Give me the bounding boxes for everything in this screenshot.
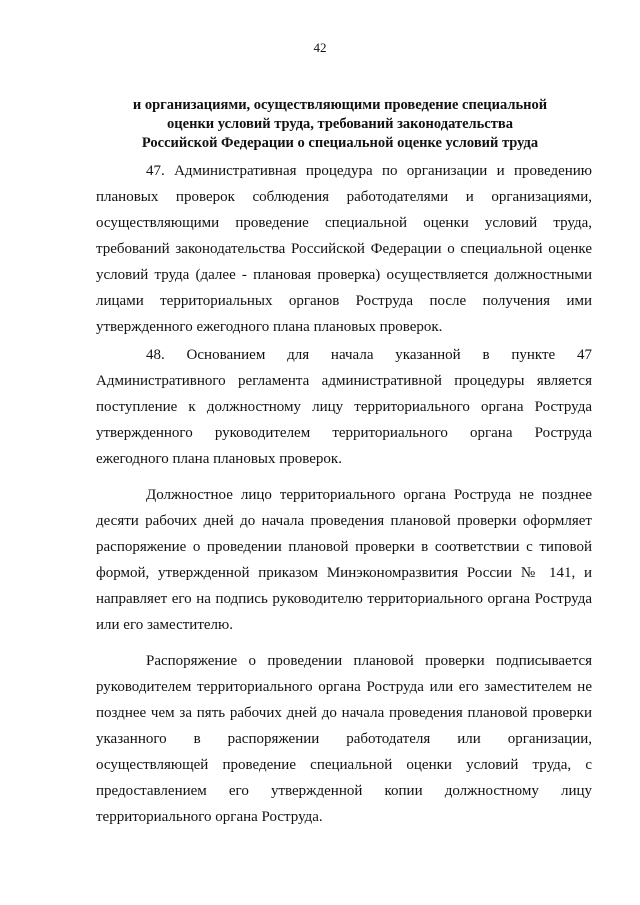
paragraph-48: 48. Основанием для начала указанной в пункте 47 Административного регламента административной процедуры является поступление к должностному лицу территориального органа Роструда утвержденного руководителем территориального органа Роструда ежегодного плана плановых проверок.	[96, 347, 592, 467]
heading-line-3: Российской Федерации о специальной оценке условий труда	[141, 135, 539, 151]
heading-line-2: оценки условий труда, требований законодательства	[167, 116, 513, 132]
paragraph-47: 47. Административная процедура по организации и проведению плановых проверок соблюдения работодателями и организациями, осуществляющими проведение специальной оценки условий труда, требований законодательства Российской Федерации о специальной оценке условий труда (далее - плановая проверка) осуществляется должностными лицами территориальных органов Роструда после получения ими утвержденного ежегодного плана плановых проверок.	[96, 163, 592, 335]
paragraph-order-signing: Распоряжение о проведении плановой проверки подписывается руководителем территориального органа Роструда или его заместителем не позднее чем за пять рабочих дней до начала проведения плановой проверки указанного в распоряжении работодателя или организации, осуществляющей проведение специальной оценки условий труда, с предоставлением его утвержденной копии должностному лицу территориального органа Роструда.	[96, 653, 592, 825]
paragraph-order-preparation: Должностное лицо территориального органа Роструда не позднее десяти рабочих дней до начала проведения плановой проверки оформляет распоряжение о проведении плановой проверки в соответствии с типовой формой, утвержденной приказом Минэкономразвития России № 141, и направляет его на подпись руководителю территориального органа Роструда или его заместителю.	[96, 487, 592, 633]
section-heading	[90, 96, 590, 153]
document-body	[96, 158, 592, 830]
heading-line-1: и организациями, осуществляющими проведение специальной	[132, 97, 548, 113]
page-number: 42	[313, 40, 327, 55]
